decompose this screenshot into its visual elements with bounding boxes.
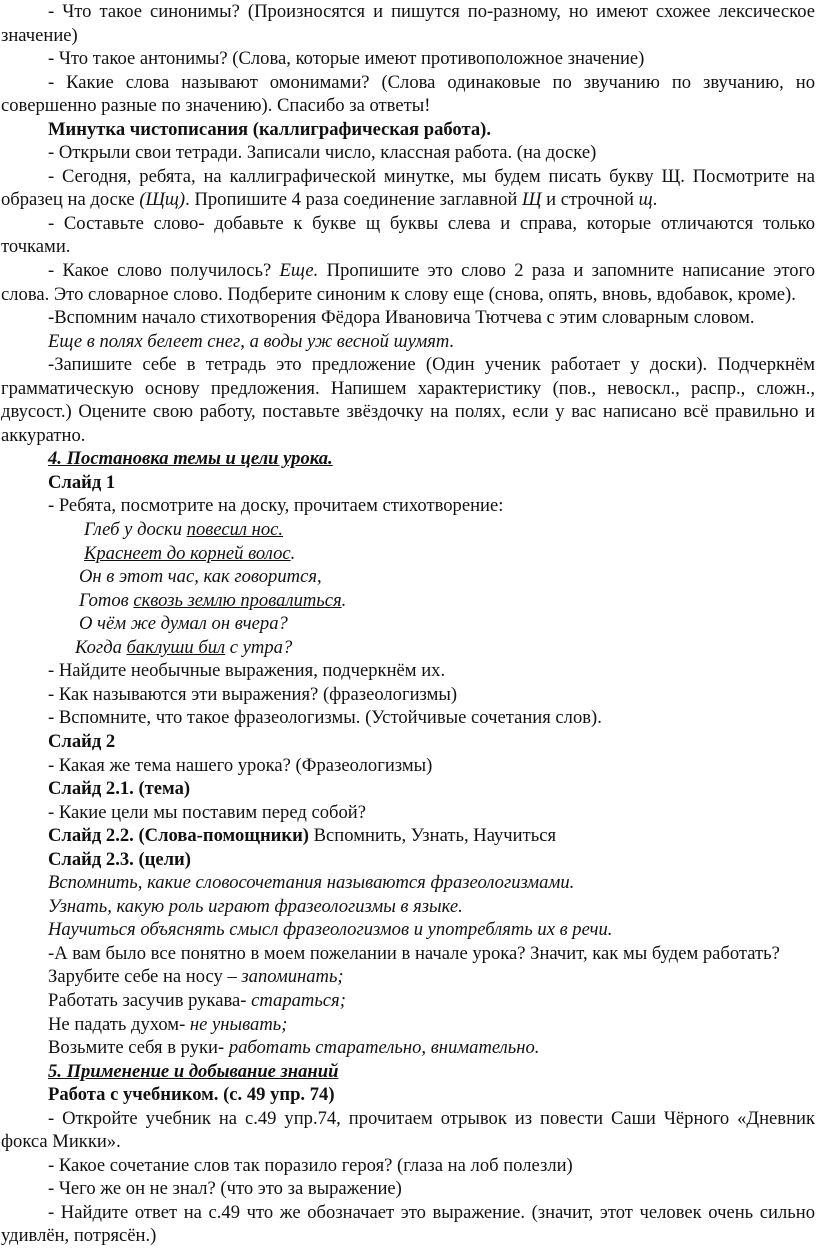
goals-question: - Какие цели мы поставим перед собой? — [48, 801, 366, 823]
recall-expressions: - Вспомните, что такое фразеологизмы. (Устойчивые сочетания слов). — [48, 707, 602, 729]
text-run: Пропишите это слово 2 раза и запомните написание этого слова. Это словарное слово. Подберите синоним к слову еще (снова, опять, вновь, вдобавок, кроме). — [1, 260, 815, 305]
text-run: Глеб у доски — [84, 519, 187, 541]
text-run: с утра? — [225, 636, 293, 658]
slide-2-2-line — [1, 824, 815, 848]
text-run: Готов — [79, 589, 134, 611]
text-run: . — [652, 189, 658, 211]
idiom-underlined: баклуши бил — [126, 636, 226, 658]
text-run: - Какое слово получилось? — [48, 260, 280, 282]
text-run: и строчной — [541, 189, 639, 211]
text-run: Зарубите себе на носу – — [48, 966, 242, 988]
section4-heading: 4. Постановка темы и цели урока. — [48, 448, 333, 470]
idiom-underlined: повесил нос. — [186, 519, 284, 541]
poem-line-1 — [1, 518, 815, 542]
question-antonyms: - Что такое антонимы? (Слова, которые имеют противоположное значение) — [48, 48, 645, 70]
section5-heading: 5. Применение и добывание знаний — [48, 1060, 339, 1082]
text-run: . — [290, 542, 296, 564]
text-run: Вспомнить, Узнать, Научиться — [309, 825, 557, 847]
text-run: - Сегодня, ребята, на каллиграфической минутке, мы будем писать букву Щ. Посмотрите на образец на доске — [1, 165, 815, 211]
text-run: Работать засучив рукава- — [48, 989, 252, 1011]
text-run: Возьмите себя в руки- — [48, 1037, 229, 1059]
name-expressions: - Как называются эти выражения? (фразеологизмы) — [48, 683, 458, 705]
word-answer: Еще. — [279, 260, 319, 282]
topic-question: - Какая же тема нашего урока? (Фразеологизмы) — [48, 754, 433, 776]
open-notebooks: - Открыли свои тетради. Записали число, классная работа. (на доске) — [48, 142, 597, 164]
unknown-question: - Чего же он не знал? (что это за выражение) — [48, 1178, 402, 1200]
work-rule-meaning: работать старательно, внимательно. — [228, 1037, 540, 1059]
work-rule-1 — [1, 965, 815, 989]
slide-1-label: Слайд 1 — [48, 471, 116, 493]
read-poem: - Ребята, посмотрите на доску, прочитаем стихотворение: — [48, 495, 504, 517]
clear-question: -А вам было все понятно в моем пожелании в начале урока? Значит, как мы будем работать? — [48, 942, 780, 964]
word-question — [1, 259, 815, 306]
question-homonyms: - Какие слова называют омонимами? (Слова одинаковые по звучанию по звучанию, но совершенно разные по значению). Спасибо за ответы! — [1, 71, 815, 117]
phrase-question: - Какое сочетание слов так поразило героя? (глаза на лоб полезли) — [48, 1154, 573, 1176]
work-rule-meaning: запоминать; — [241, 966, 344, 988]
work-rule-meaning: не унывать; — [189, 1013, 288, 1035]
letter-lower: щ — [638, 189, 653, 211]
text-run: Не падать духом- — [48, 1013, 190, 1035]
sentence-task: -Запишите себе в тетрадь это предложение (Один ученик работает у доски). Подчеркнём грамматическую основу предложения. Напишем характеристику (пов., невоскл., распр., сложн., двусост.) Оцените свою работу, поставьте звёздочку на полях, если у вас написано всё правильно и аккуратно. — [1, 354, 815, 446]
poem-line-2 — [1, 542, 815, 566]
poem — [1, 518, 815, 659]
poem-line-5: О чём же думал он вчера? — [79, 613, 288, 635]
slide-2-3-label: Слайд 2.3. (цели) — [48, 848, 191, 870]
letter-task — [1, 165, 815, 212]
poem-quote: Еще в полях белеет снег, а воды уж весной шумят. — [48, 330, 455, 352]
slide-2-label: Слайд 2 — [48, 730, 116, 752]
work-rule-4 — [1, 1036, 815, 1060]
calligraphy-heading: Минутка чистописания (каллиграфическая работа). — [48, 118, 491, 140]
letter-sample: (Щщ) — [139, 189, 186, 211]
find-answer: - Найдите ответ на с.49 что же обозначает это выражение. (значит, этот человек очень сильно удивлён, потрясён.) — [1, 1201, 815, 1247]
text-run: Когда — [75, 636, 127, 658]
letter-upper: Щ — [522, 189, 542, 211]
idiom-underlined: сквозь землю провалиться — [133, 589, 342, 611]
idiom-underlined: Краснеет до корней волос — [84, 542, 291, 564]
work-rule-3 — [1, 1013, 815, 1037]
text-run: . Пропишите 4 раза соединение заглавной — [185, 189, 523, 211]
poem-line-3: Он в этот час, как говорится, — [79, 566, 322, 588]
poem-line-6 — [1, 636, 815, 660]
work-rule-2 — [1, 989, 815, 1013]
compose-word: - Составьте слово- добавьте к букве щ буквы слева и справа, которые отличаются только точками. — [1, 212, 815, 258]
question-synonyms: - Что такое синонимы? (Произносятся и пишутся по-разному, но имеют схожее лексическое значение) — [1, 1, 815, 46]
find-expressions: - Найдите необычные выражения, подчеркнём их. — [48, 660, 446, 682]
open-textbook: - Откройте учебник на с.49 упр.74, прочитаем отрывок из повести Саши Чёрного «Дневник фокса Микки». — [1, 1107, 815, 1153]
textbook-label: Работа с учебником. (с. 49 упр. 74) — [48, 1084, 335, 1106]
poem-intro: -Вспомним начало стихотворения Фёдора Ивановича Тютчева с этим словарным словом. — [48, 307, 755, 329]
work-rule-meaning: стараться; — [251, 989, 346, 1011]
goal-2: Узнать, какую роль играют фразеологизмы в языке. — [48, 895, 463, 917]
slide-2-2-label: Слайд 2.2. (Слова-помощники) — [48, 825, 309, 847]
poem-line-4 — [1, 589, 815, 613]
slide-2-1-label: Слайд 2.1. (тема) — [48, 778, 191, 800]
goal-1: Вспомнить, какие словосочетания называются фразеологизмами. — [48, 872, 575, 894]
goal-3: Научиться объяснять смысл фразеологизмов и употреблять их в речи. — [48, 919, 613, 941]
text-run: . — [341, 589, 347, 611]
